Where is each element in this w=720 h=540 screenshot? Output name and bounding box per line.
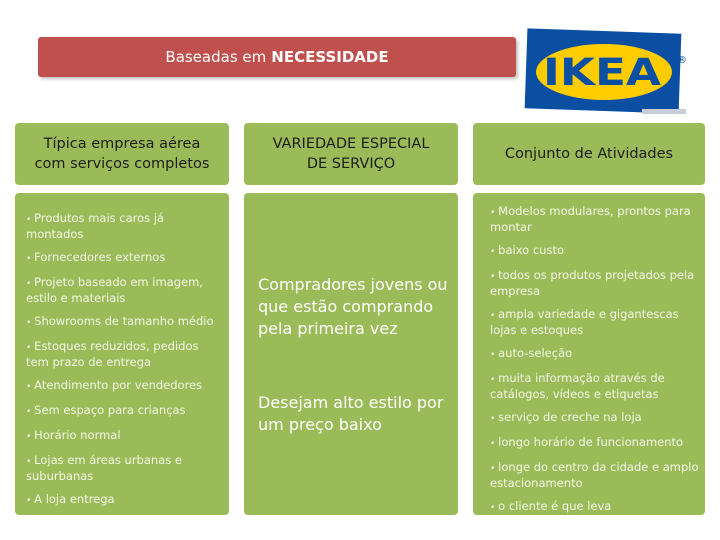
list-item: • Showrooms de tamanho médio — [26, 314, 221, 330]
header-line: VARIEDADE ESPECIAL — [272, 136, 430, 152]
traditional-features-panel — [15, 193, 229, 515]
list-item: • auto-seleção — [490, 346, 699, 362]
customer-statement: Desejam alto estilo por um preço baixo — [258, 393, 444, 434]
list-item: • Modelos modulares, prontos para montar — [490, 204, 699, 234]
title-emphasis: NECESSIDADE — [271, 48, 389, 66]
list-item: • longo horário de funcionamento — [490, 435, 699, 451]
header-line: Conjunto de Atividades — [504, 146, 674, 162]
header-activity-set — [473, 123, 705, 185]
list-item: • Atendimento por vendedores — [26, 378, 221, 394]
list-item: • Horário normal — [26, 428, 221, 444]
header-line: Típica empresa aérea — [43, 136, 201, 152]
list-item: • muita informação através de catálogos, vídeos e etiquetas — [490, 371, 699, 401]
customer-needs-panel — [244, 193, 458, 515]
ikea-logo — [522, 25, 692, 117]
list-item: • Sem espaço para crianças — [26, 403, 221, 419]
traditional-features-list — [15, 193, 229, 508]
list-item: • todos os produtos projetados pela empresa — [490, 268, 699, 298]
list-item: • ampla variedade e gigantescas lojas e estoques — [490, 307, 699, 337]
list-item: • Fornecedores externos — [26, 250, 221, 266]
list-item: • o cliente é que leva — [490, 499, 699, 515]
header-special-service-variety — [244, 123, 458, 185]
title-banner — [38, 37, 516, 77]
list-item: • longe do centro da cidade e amplo estacionamento — [490, 460, 699, 490]
ikea-activities-list — [473, 193, 705, 515]
registered-mark: ® — [677, 55, 687, 66]
header-line: com serviços completos — [34, 156, 210, 172]
list-item: • Lojas em áreas urbanas e suburbanas — [26, 453, 221, 483]
ikea-activities-panel — [473, 193, 705, 515]
list-item: • A loja entrega — [26, 492, 221, 508]
list-item: • Projeto baseado em imagem, estilo e materiais — [26, 275, 221, 305]
list-item: • Estoques reduzidos, pedidos tem prazo de entrega — [26, 339, 221, 369]
list-item: • serviço de creche na loja — [490, 410, 699, 426]
logo-wordmark: IKEA — [543, 51, 662, 94]
header-line: DE SERVIÇO — [306, 156, 396, 172]
title-prefix: Baseadas em — [165, 48, 267, 66]
header-full-service-airline — [15, 123, 229, 185]
customer-statement: Compradores jovens ou que estão comprando pela primeira vez — [258, 275, 448, 338]
list-item: • Produtos mais caros já montados — [26, 211, 221, 241]
list-item: • baixo custo — [490, 243, 699, 259]
